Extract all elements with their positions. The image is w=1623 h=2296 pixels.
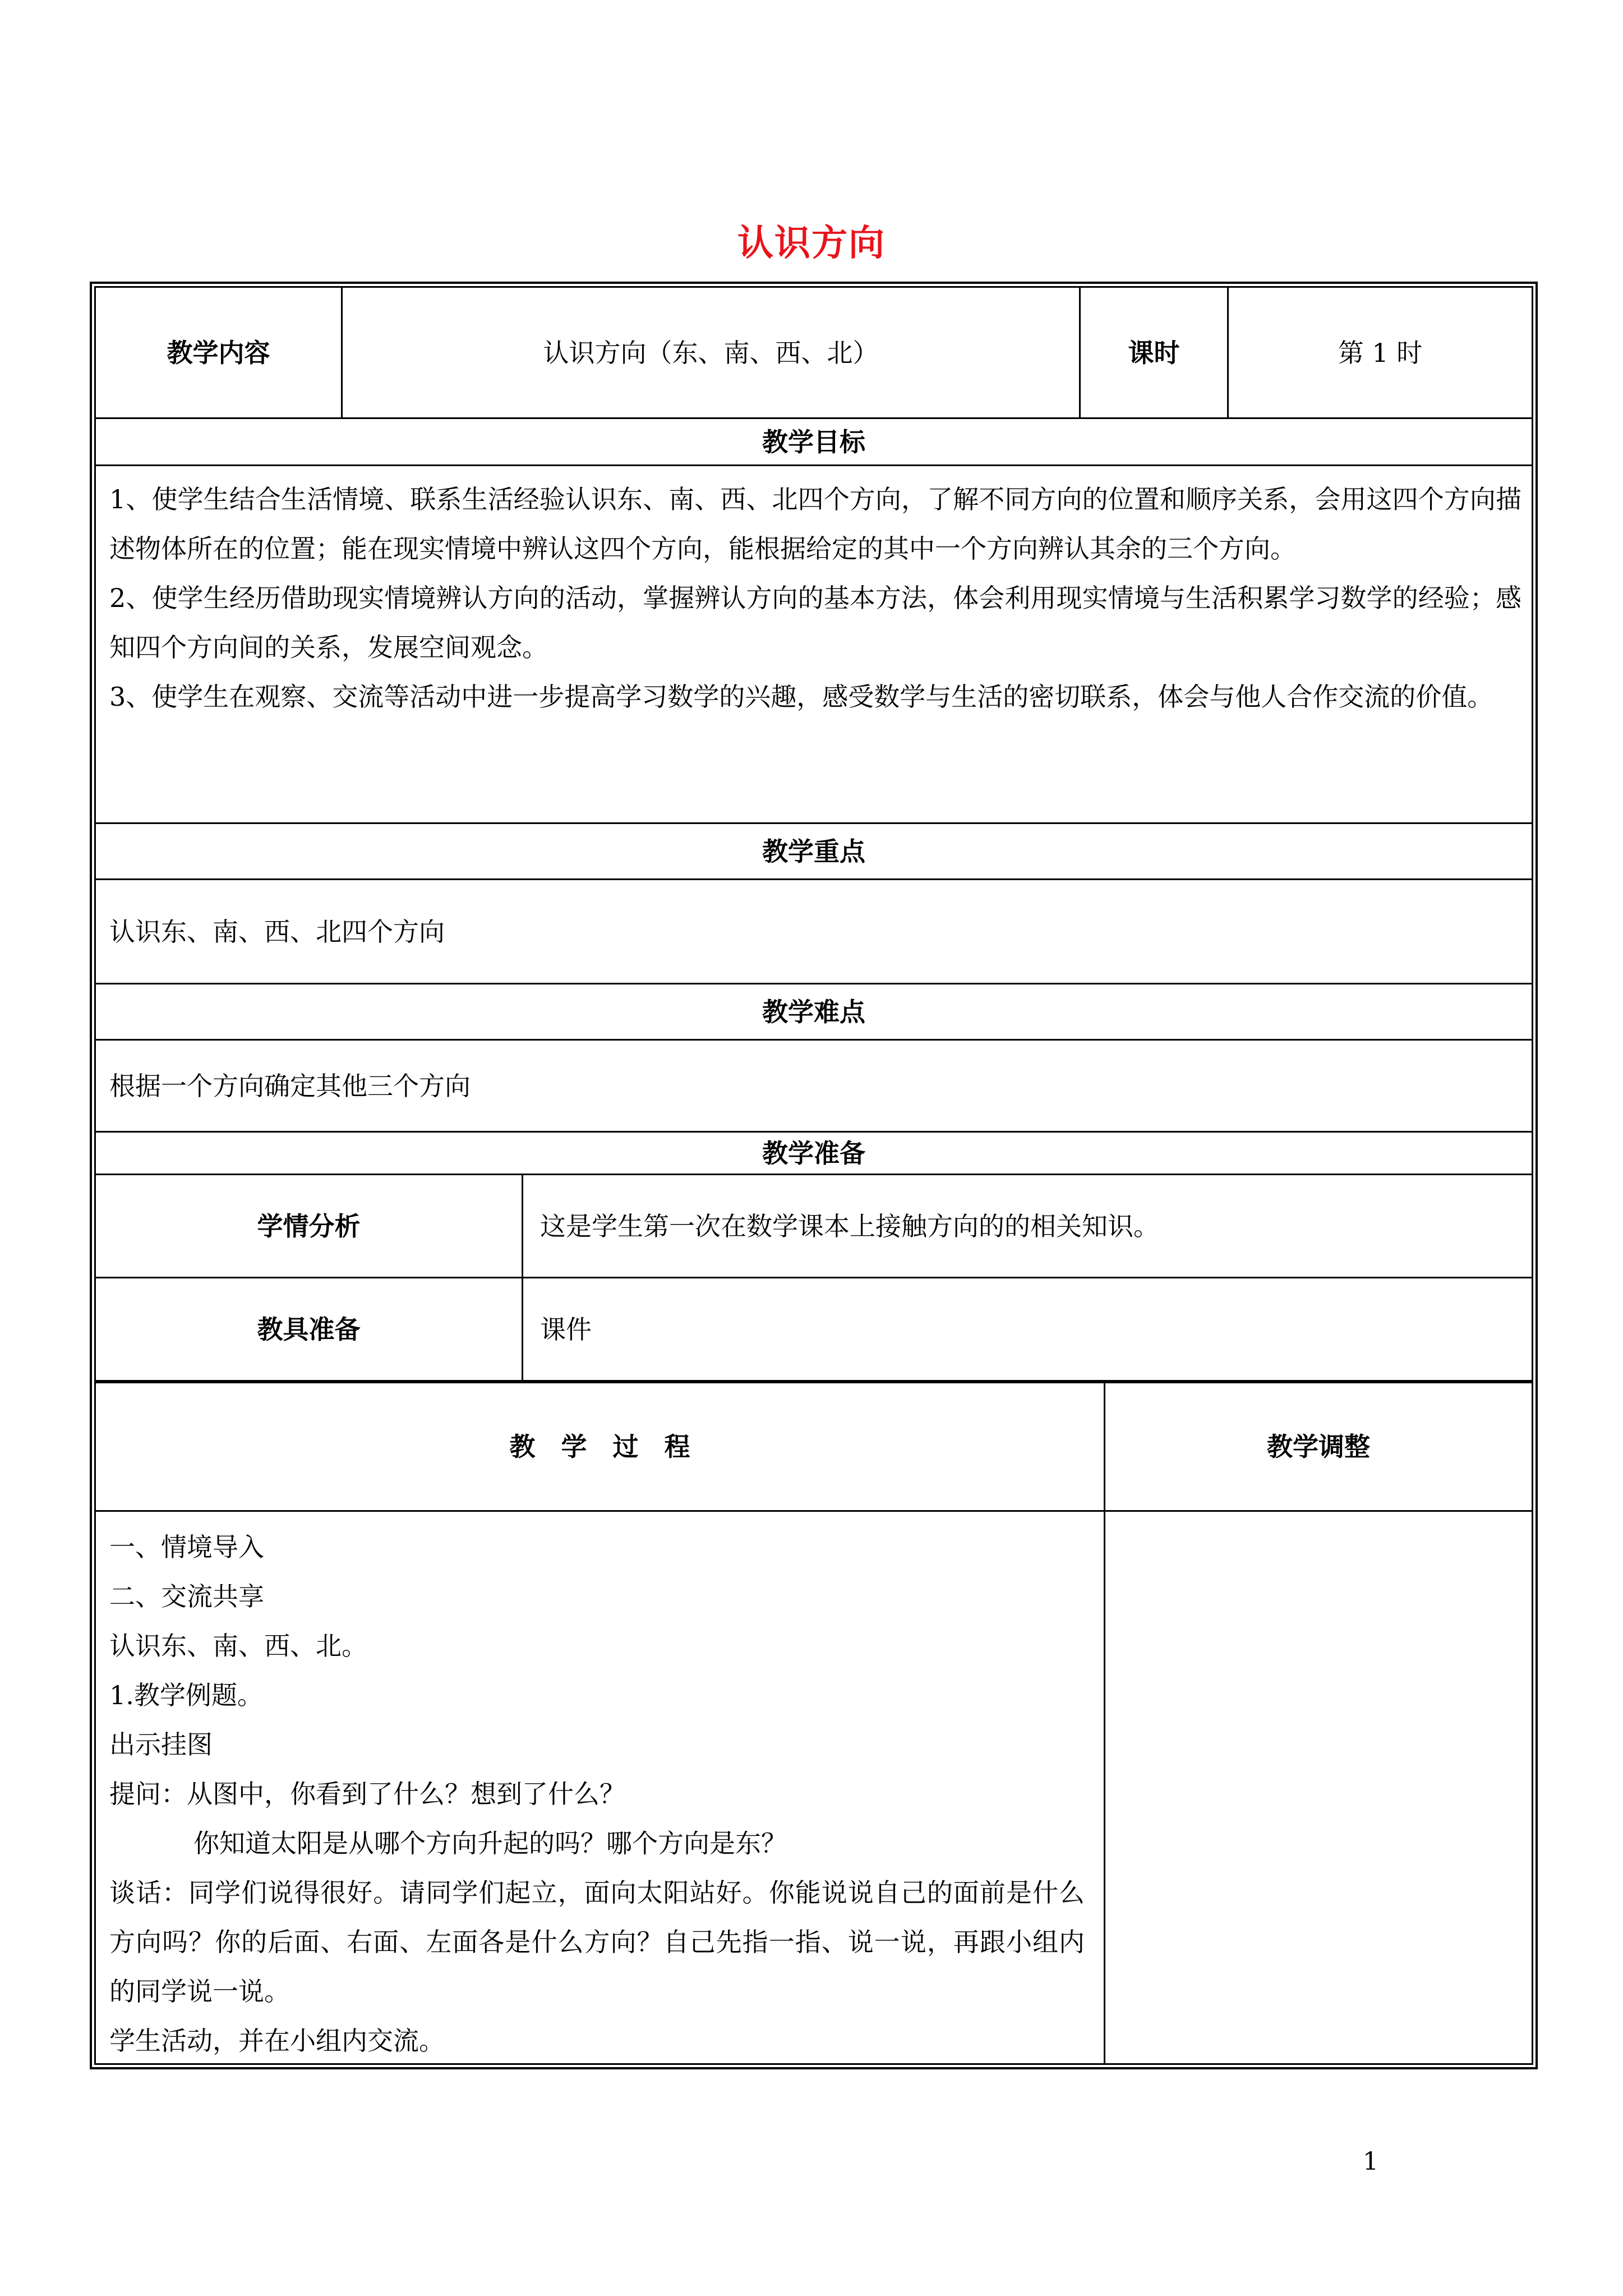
teaching-aids-value: 课件 [540,1314,592,1345]
objectives-list [96,475,1532,822]
period-value: 第 1 时 [1338,337,1423,368]
page-number: 1 [1363,2147,1378,2176]
objective-item: 1、使学生结合生活情境、联系生活经验认识东、南、西、北四个方向，了解不同方向的位置和顺序关系，会用这四个方向描述物体所在的位置；能在现实情境中辨认这四个方向，能根据给定的其中一个方向辨认其余的三个方向。 [109,484,1521,564]
process-line: 认识东、南、西、北。 [109,1631,367,1661]
student-analysis-value: 这是学生第一次在数学课本上接触方向的的相关知识。 [540,1211,1159,1241]
table-border [1532,286,1533,2065]
process-heading: 教 学 过 程 [509,1432,690,1462]
objective-item: 3、使学生在观察、交流等活动中进一步提高学习数学的兴趣，感受数学与生活的密切联系，体会与他人合作交流的价值。 [109,682,1493,712]
process-content [96,1522,1104,2063]
process-line: 出示挂图 [109,1729,213,1760]
document-title: 认识方向 [737,223,886,264]
content-value: 认识方向（东、南、西、北） [543,337,879,368]
process-line: 1.教学例题。 [109,1680,263,1710]
difficulty-text: 根据一个方向确定其他三个方向 [109,1070,471,1101]
process-line: 学生活动，并在小组内交流。 [109,2026,445,2056]
preparation-heading: 教学准备 [762,1138,865,1168]
difficulty-heading: 教学难点 [762,996,865,1027]
process-line: 提问：从图中，你看到了什么？想到了什么？ [109,1779,625,1809]
period-label: 课时 [1128,337,1180,368]
key-point-text: 认识东、南、西、北四个方向 [109,916,445,947]
process-line: 一、情境导入 [109,1532,264,1562]
teaching-aids-label: 教具准备 [257,1314,361,1345]
objectives-heading: 教学目标 [762,426,865,457]
content-label: 教学内容 [167,337,270,368]
objective-item: 2、使学生经历借助现实情境辨认方向的活动，掌握辨认方向的基本方法，体会利用现实情境与生活积累学习数学的经验；感知四个方向间的关系，发展空间观念。 [109,583,1521,662]
process-line: 二、交流共享 [109,1581,264,1612]
process-line: 谈话：同学们说得很好。请同学们起立，面向太阳站好。你能说说自己的面前是什么方向吗？你的后面、右面、左面各是什么方向？自己先指一指、说一说，再跟小组内的同学说一说。 [109,1878,1085,2007]
adjustment-heading: 教学调整 [1267,1432,1370,1462]
table-border [94,1510,1533,1512]
process-line: 你知道太阳是从哪个方向升起的吗？哪个方向是东？ [193,1828,787,1858]
student-analysis-label: 学情分析 [257,1211,361,1241]
key-point-heading: 教学重点 [762,836,865,867]
